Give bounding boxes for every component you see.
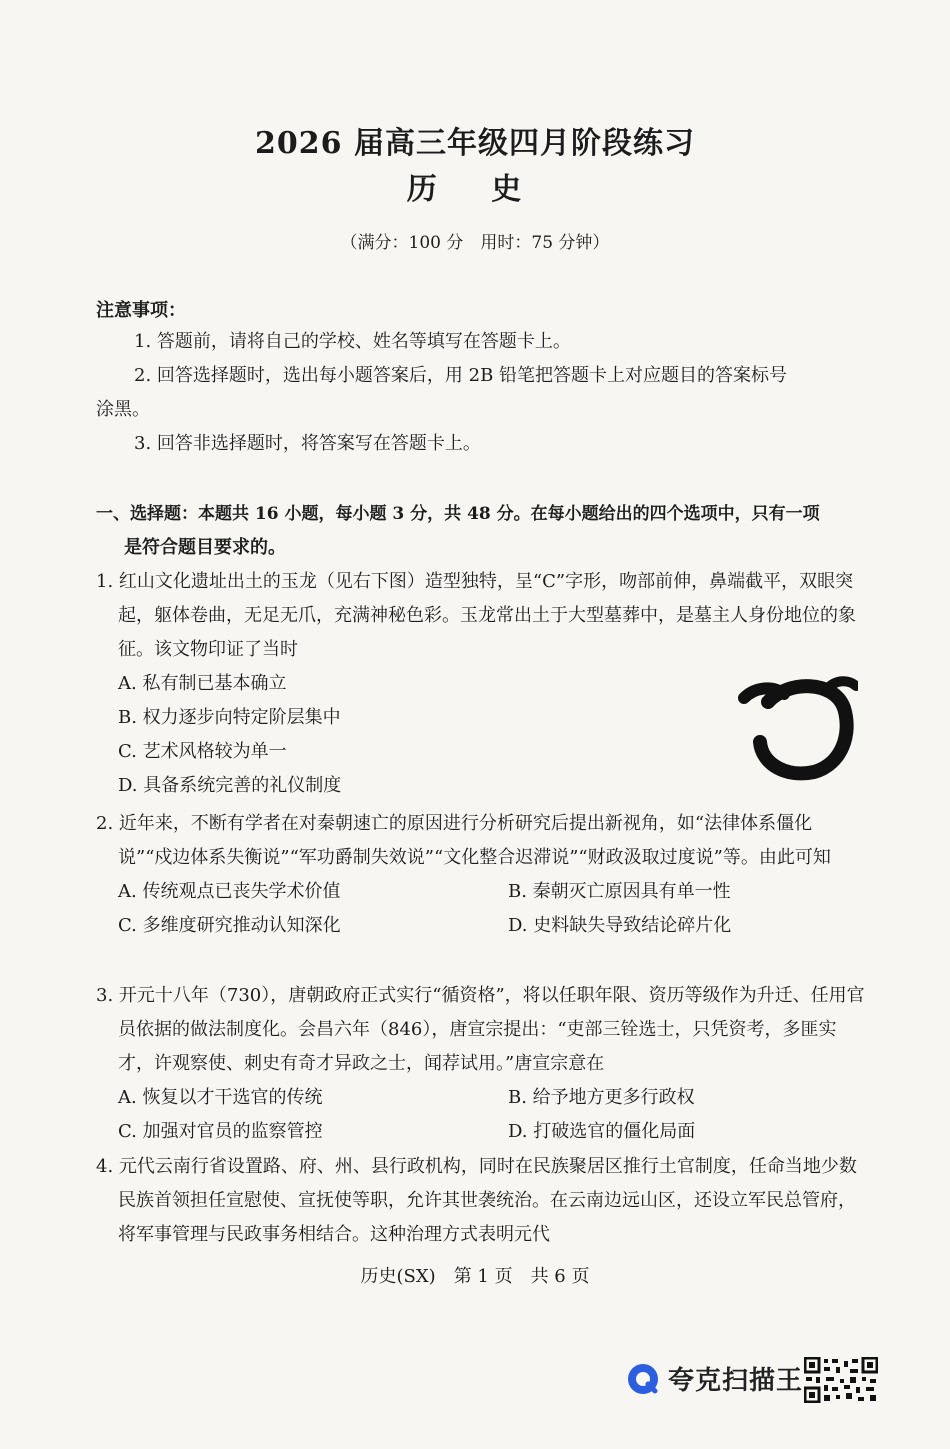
- option-row: [118, 1081, 866, 1115]
- option: B. 给予地方更多行政权: [508, 1087, 695, 1108]
- option: D. 打破选官的僵化局面: [508, 1121, 696, 1142]
- exam-meta: （满分：100 分 用时：75 分钟）: [340, 233, 610, 253]
- notice-item: 涂黑。: [96, 399, 150, 420]
- option: A. 传统观点已丧失学术价值: [118, 881, 341, 902]
- scanner-watermark: [626, 1360, 803, 1397]
- notice-item: 3. 回答非选择题时，将答案写在答题卡上。: [134, 433, 481, 454]
- option: C. 艺术风格较为单一: [118, 741, 287, 762]
- option: D. 具备系统完善的礼仪制度: [118, 775, 342, 796]
- page-footer: 历史(SX) 第 1 页 共 6 页: [360, 1266, 590, 1287]
- question-4: [96, 1150, 866, 1252]
- question-stem: 2. 近年来，不断有学者在对秦朝速亡的原因进行分析研究后提出新视角，如“法律体系僵化说”“戍边体系失衡说”“军功爵制失效说”“文化整合迟滞说”“财政汲取过度说”等。由此可知: [96, 813, 831, 868]
- option: B. 权力逐步向特定阶层集中: [118, 707, 341, 728]
- question-stem: 3. 开元十八年（730），唐朝政府正式实行“循资格”，将以任职年限、资历等级作为升迁、任用官员依据的做法制度化。会昌六年（846），唐宣宗提出：“吏部三铨选士，只凭资考，多匪实才，许观察使、刺史有奇才异政之士，闻荐试用。”唐宣宗意在: [96, 985, 865, 1074]
- notice-item: 1. 答题前，请将自己的学校、姓名等填写在答题卡上。: [134, 331, 571, 352]
- question-stem: 4. 元代云南行省设置路、府、州、县行政机构，同时在民族聚居区推行土官制度，任命当地少数民族首领担任宣慰使、宣抚使等职，允许其世袭统治。在云南边远山区，还设立军民总管府，将军事管理与民政事务相结合。这种治理方式表明元代: [96, 1156, 857, 1245]
- question-2: [96, 807, 866, 943]
- exam-title: 2026 届高三年级四月阶段练习: [255, 126, 695, 161]
- section-heading-cont: 是符合题目要求的。: [124, 537, 286, 558]
- option: C. 多维度研究推动认知深化: [118, 915, 341, 936]
- jade-dragon-image: [738, 672, 858, 784]
- question-stem: 1. 红山文化遗址出土的玉龙（见右下图）造型独特，呈“C”字形，吻部前伸，鼻端截平，双眼突起，躯体卷曲，无足无爪，充满神秘色彩。玉龙常出土于大型墓葬中，是墓主人身份地位的象征。该文物印证了当时: [96, 571, 856, 660]
- quark-logo-icon: [626, 1362, 660, 1396]
- subject-title: 历 史: [406, 172, 544, 207]
- notice-item: 2. 回答选择题时，选出每小题答案后，用 2B 铅笔把答题卡上对应题目的答案标号: [134, 365, 788, 386]
- question-options: [96, 875, 866, 943]
- notice-heading: 注意事项：: [96, 300, 186, 321]
- option-row: [118, 875, 866, 909]
- option-row: [118, 909, 866, 943]
- option: D. 史料缺失导致结论碎片化: [508, 915, 732, 936]
- option-row: [118, 1115, 866, 1149]
- scanner-brand-name: 夸克扫描王: [668, 1366, 804, 1396]
- option: B. 秦朝灭亡原因具有单一性: [508, 881, 731, 902]
- qr-code-icon: [804, 1357, 878, 1403]
- question-options: [96, 1081, 866, 1149]
- option: A. 恢复以才干选官的传统: [118, 1087, 323, 1108]
- section-heading-line: 一、选择题：本题共 16 小题，每小题 3 分，共 48 分。在每小题给出的四个选项中，只有一项: [96, 504, 820, 524]
- section-heading: [96, 497, 866, 565]
- option: A. 私有制已基本确立: [118, 673, 287, 694]
- question-3: [96, 979, 866, 1149]
- option: C. 加强对官员的监察管控: [118, 1121, 323, 1142]
